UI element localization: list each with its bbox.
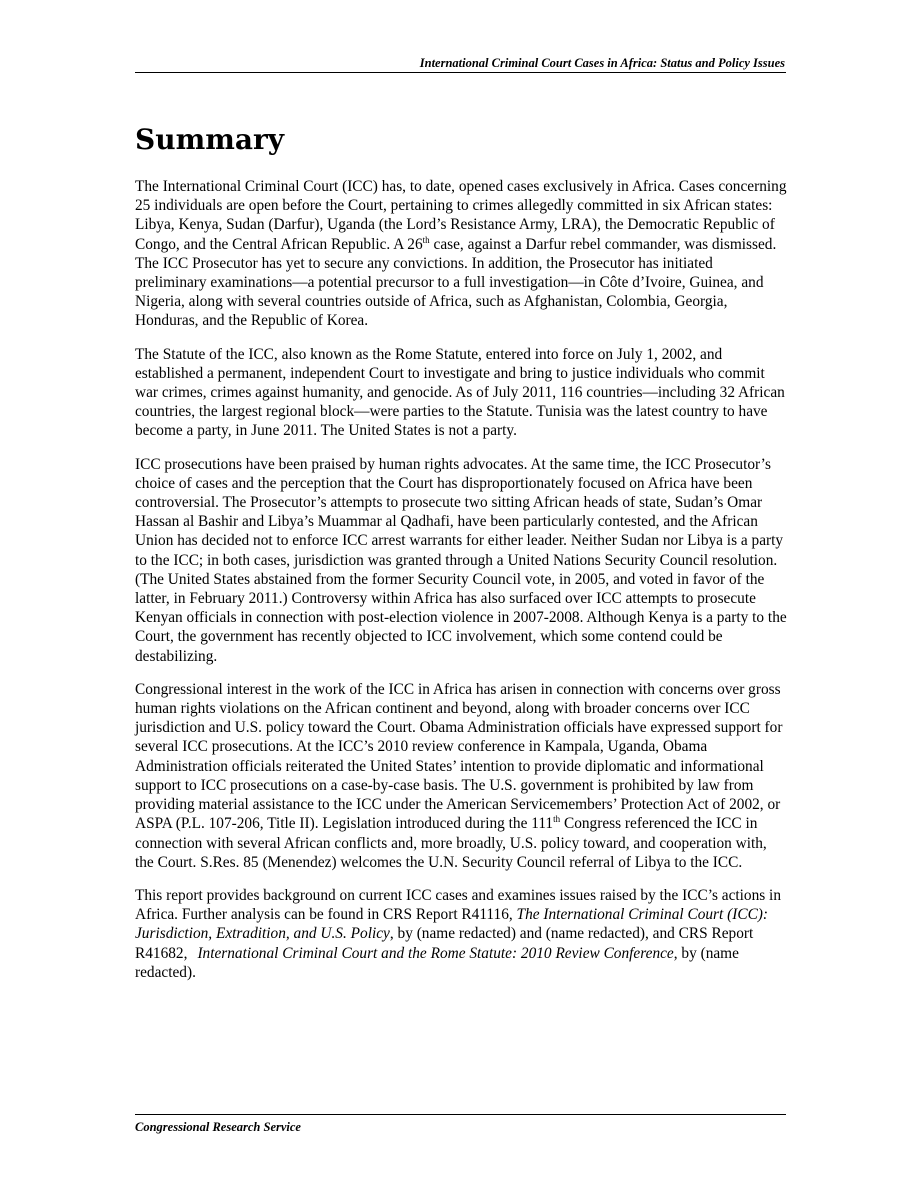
ordinal-suffix: th xyxy=(553,814,561,825)
paragraph-text: , by (name redacted) and (name redacted), and CRS Report R41682, xyxy=(135,925,754,962)
paragraph-text: , by (name redacted). xyxy=(135,944,739,981)
paragraph-rome-statute: The Statute of the ICC, also known as the Rome Statute, entered into force on July 1, 2002, and established a permanent, independent Court to investigate and bring to justice individuals who commit war crimes, crimes against humanity, and genocide. As of July 2011, 116 countries—including 32 African countries, the largest regional block—were parties to the Statute. Tunisia was the latest country to have become a party, in June 2011. The United States is not a party. xyxy=(135,345,785,440)
report-title-r41116: The International Criminal Court (ICC): Jurisdiction, Extradition, and U.S. Policy xyxy=(135,906,769,943)
paragraph-text: Congress referenced the ICC in connection with several African conflicts and, more broadly, U.S. policy toward, and cooperation with, the Court. S.Res. 85 (Menendez) welcomes the U.N. Security Council referral of Libya to the ICC. xyxy=(135,815,767,871)
paragraph-overview xyxy=(135,177,787,331)
running-footer: Congressional Research Service xyxy=(135,1120,301,1134)
header-rule xyxy=(135,72,786,73)
running-header: International Criminal Court Cases in Africa: Status and Policy Issues xyxy=(419,56,785,70)
summary-body xyxy=(135,177,787,996)
paragraph-congressional-interest xyxy=(135,680,787,872)
paragraph-controversy: ICC prosecutions have been praised by human rights advocates. At the same time, the ICC Prosecutor’s choice of cases and the perception that the Court has disproportionately focused on Africa have been controversial. The Prosecutor’s attempts to prosecute two sitting African heads of state, Sudan’s Omar Hassan al Bashir and Libya’s Muammar al Qadhafi, have been particularly contested, and the African Union has decided not to enforce ICC arrest warrants for either leader. Neither Sudan nor Libya is a party to the ICC; in both cases, jurisdiction was granted through a United Nations Security Council resolution. (The United States abstained from the former Security Council vote, in 2005, and voted in favor of the latter, in February 2011.) Controversy within Africa has also surfaced over ICC attempts to prosecute Kenyan officials in connection with post-election violence in 2007-2008. Although Kenya is a party to the Court, the government has recently objected to ICC involvement, which some contend could be destabilizing. xyxy=(135,455,787,665)
ordinal-suffix: th xyxy=(422,234,430,245)
paragraph-text: case, against a Darfur rebel commander, was dismissed. The ICC Prosecutor has yet to secure any convictions. In addition, the Prosecutor has initiated preliminary examinations—a potential precursor to a full investigation—in Côte d’Ivoire, Guinea, and Nigeria, along with several countries outside of Africa, such as Afghanistan, Colombia, Georgia, Honduras, and the Republic of Korea. xyxy=(135,235,777,330)
paragraph-text: Congressional interest in the work of the ICC in Africa has arisen in connection with concerns over gross human rights violations on the African continent and beyond, along with broader concerns over ICC jurisdiction and U.S. policy toward the Court. Obama Administration officials have expressed support for several ICC prosecutions. At the ICC’s 2010 review conference in Kampala, Uganda, Obama Administration officials reiterated the United States’ intention to provide diplomatic and informational support to ICC prosecutions on a case-by-case basis. The U.S. government is prohibited by law from providing material assistance to the ICC under the American Servicemembers’ Protection Act of 2002, or ASPA (P.L. 107-206, Title II). Legislation introduced during the 111 xyxy=(135,680,783,833)
paragraph-text: The International Criminal Court (ICC) has, to date, opened cases exclusively in Africa. Cases concerning 25 individuals are open before the Court, pertaining to crimes allegedly committed in six African states: Libya, Kenya, Sudan (Darfur), Uganda (the Lord’s Resistance Army, LRA), the Democratic Republic of Congo, and the Central African Republic. A 26 xyxy=(135,178,787,253)
footer-rule xyxy=(135,1114,786,1115)
paragraph-report-scope xyxy=(135,886,787,982)
page-title: Summary xyxy=(135,123,284,156)
paragraph-text: This report provides background on current ICC cases and examines issues raised by the ICC’s actions in Africa. Further analysis can be found in CRS Report R41116, xyxy=(135,886,781,924)
report-title-r41682: International Criminal Court and the Rome Statute: 2010 Review Conference xyxy=(197,944,674,962)
